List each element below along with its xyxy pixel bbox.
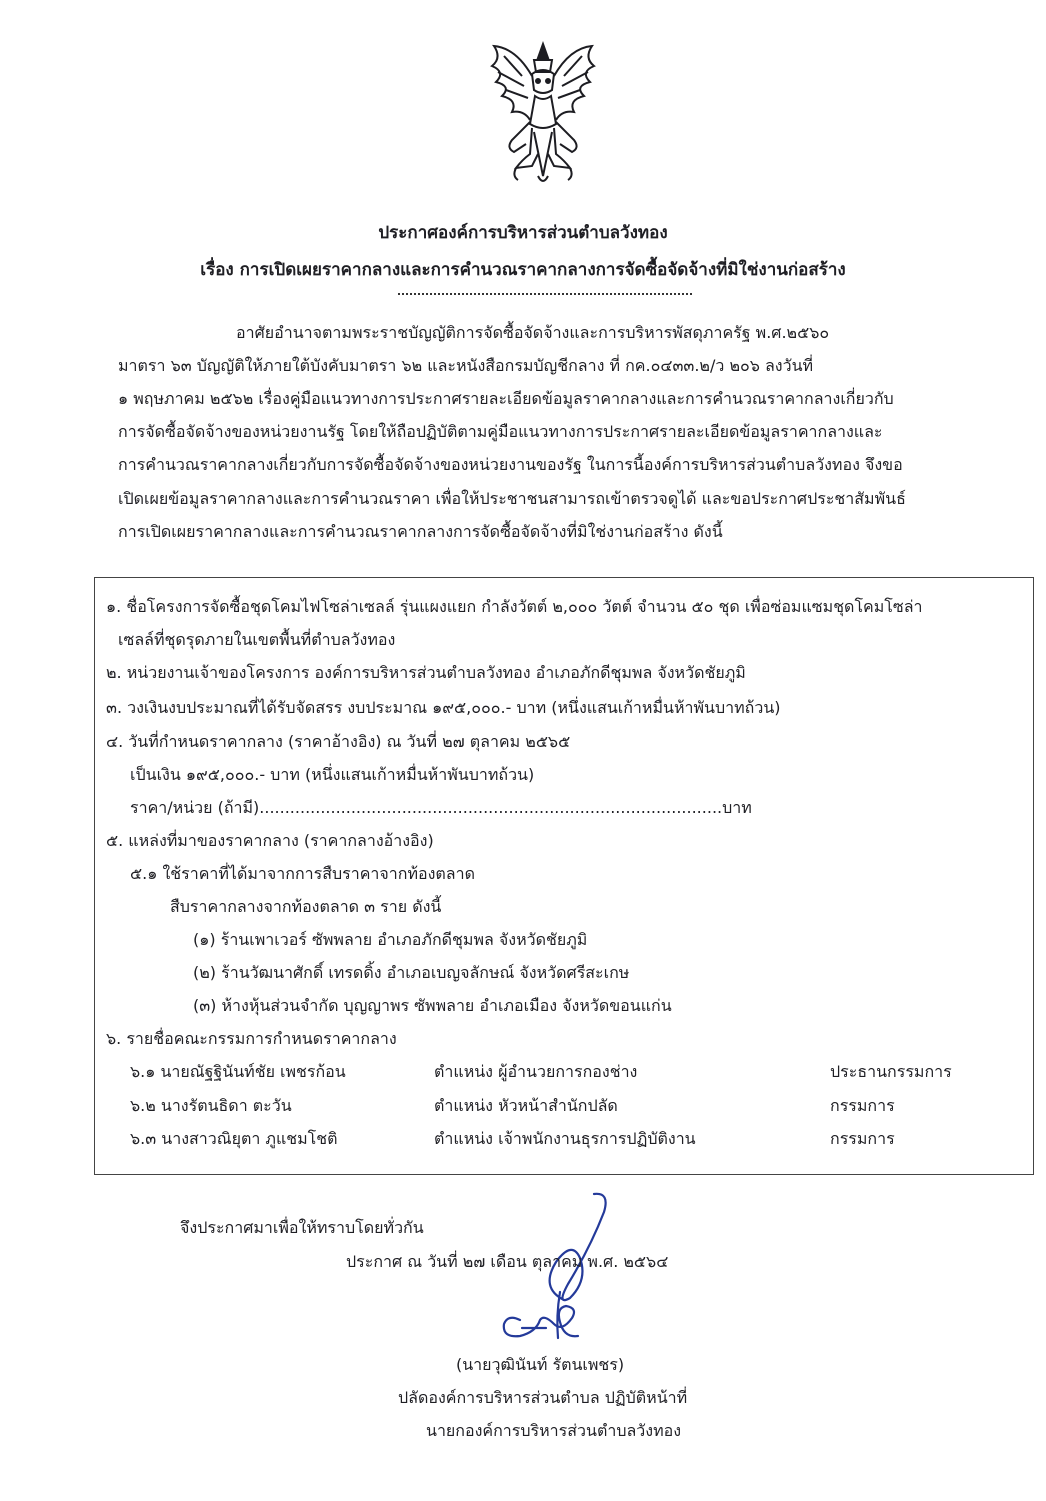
announcement-title: ประกาศองค์การบริหารส่วนตำบลวังทอง	[378, 223, 668, 243]
committee-member-role: ประธานกรรมการ	[830, 1062, 952, 1081]
announcement-subject: เรื่อง การเปิดเผยราคากลางและการคำนวณราคากลางการจัดซื้อจัดจ้างที่มิใช่งานก่อสร้าง	[200, 260, 846, 280]
intro-line: เปิดเผยข้อมูลราคากลางและการคำนวณราคา เพื่อให้ประชาชนสามารถเข้าตรวจดูได้ และขอประกาศประชาสัมพันธ์	[118, 489, 906, 508]
reference-amount-line: เป็นเงิน ๑๙๕,๐๐๐.- บาท (หนึ่งแสนเก้าหมื่นห้าพันบาทถ้วน)	[130, 765, 535, 784]
market-survey-line: สืบราคากลางจากท้องตลาด ๓ ราย ดังนี้	[170, 897, 442, 916]
signer-acting-title: นายกองค์การบริหารส่วนตำบลวังทอง	[426, 1421, 682, 1440]
committee-member-name: ๖.๑ นายณัฐฐินันท์ชัย เพชรก้อน	[130, 1062, 346, 1081]
shop-item: (๓) ห้างหุ้นส่วนจำกัด บุญญาพร ซัพพลาย อำเภอเมือง จังหวัดขอนแก่น	[193, 996, 672, 1015]
price-source-method: ๕.๑ ใช้ราคาที่ได้มาจากการสืบราคาจากท้องตลาด	[130, 864, 475, 883]
intro-line: มาตรา ๖๓ บัญญัติให้ภายใต้บังคับมาตรา ๖๒ และหนังสือกรมบัญชีกลาง ที่ กค.๐๔๓๓.๒/ว ๒๐๖ ลงวันที่	[118, 356, 814, 375]
intro-line: การจัดซื้อจัดจ้างของหน่วยงานรัฐ โดยให้ถือปฏิบัติตามคู่มือแนวทางการประกาศรายละเอียดข้อมูลราคากลางและ	[118, 422, 883, 441]
project-name-line-cont: เซลล์ที่ชุดรุดภายในเขตพื้นที่ตำบลวังทอง	[118, 630, 396, 649]
committee-member-position: ตำแหน่ง เจ้าพนักงานธุรการปฏิบัติงาน	[434, 1129, 696, 1148]
project-name-line: ๑. ชื่อโครงการจัดซื้อชุดโคมไฟโซล่าเซลล์ รุ่นแผงแยก กำลังวัตต์ ๒,๐๐๐ วัตต์ จำนวน ๕๐ ชุด เพื่อซ่อมแซมชุดโคมโซล่า	[106, 597, 923, 616]
price-source-line: ๕. แหล่งที่มาของราคากลาง (ราคากลางอ้างอิง)	[106, 831, 434, 850]
committee-member-role: กรรมการ	[830, 1129, 895, 1148]
committee-member-position: ตำแหน่ง หัวหน้าสำนักปลัด	[434, 1096, 618, 1115]
committee-member-position: ตำแหน่ง ผู้อำนวยการกองช่าง	[434, 1062, 638, 1081]
intro-line: ๑ พฤษภาคม ๒๕๖๒ เรื่องคู่มือแนวทางการประกาศรายละเอียดข้อมูลราคากลางและการคำนวณราคากลางเกี่ยวกับ	[118, 389, 894, 408]
shop-item: (๒) ร้านวัฒนาศักดิ์ เทรดดิ้ง อำเภอเบญจลักษณ์ จังหวัดศรีสะเกษ	[193, 963, 630, 982]
budget-line: ๓. วงเงินงบประมาณที่ได้รับจัดสรร งบประมาณ ๑๙๕,๐๐๐.- บาท (หนึ่งแสนเก้าหมื่นห้าพันบาทถ้วน)	[106, 698, 781, 717]
committee-heading: ๖. รายชื่อคณะกรรมการกำหนดราคากลาง	[106, 1029, 397, 1048]
committee-member-name: ๖.๓ นางสาวณิยุตา ภูแชมโชติ	[130, 1129, 338, 1148]
signature-icon	[460, 1188, 660, 1368]
signer-name: (นายวุฒินันท์ รัตนเพชร)	[456, 1355, 625, 1374]
intro-line: การเปิดเผยราคากลางและการคำนวณราคากลางการจัดซื้อจัดจ้างที่มิใช่งานก่อสร้าง ดังนี้	[118, 522, 723, 541]
shop-item: (๑) ร้านเพาเวอร์ ซัพพลาย อำเภอภักดีชุมพล จังหวัดชัยภูมิ	[193, 930, 588, 949]
unit-price-line: ราคา/หน่วย (ถ้ามี)...........................................................................................บาท	[130, 798, 752, 817]
committee-member-role: กรรมการ	[830, 1096, 895, 1115]
intro-line: การคำนวณราคากลางเกี่ยวกับการจัดซื้อจัดจ้างของหน่วยงานของรัฐ ในการนี้องค์การบริหารส่วนตำบลวังทอง จึงขอ	[118, 455, 903, 474]
title-divider	[398, 293, 692, 295]
intro-line: อาศัยอำนาจตามพระราชบัญญัติการจัดซื้อจัดจ้างและการบริหารพัสดุภาครัฐ พ.ศ.๒๕๖๐	[236, 323, 830, 342]
reference-date-line: ๔. วันที่กำหนดราคากลาง (ราคาอ้างอิง) ณ วันที่ ๒๗ ตุลาคม ๒๕๖๕	[106, 732, 571, 751]
committee-member-name: ๖.๒ นางรัตนธิดา ตะวัน	[130, 1096, 292, 1115]
signer-title: ปลัดองค์การบริหารส่วนตำบล ปฏิบัติหน้าที่	[398, 1388, 688, 1407]
closing-statement: จึงประกาศมาเพื่อให้ทราบโดยทั่วกัน	[180, 1218, 424, 1237]
project-owner-line: ๒. หน่วยงานเจ้าของโครงการ องค์การบริหารส่วนตำบลวังทอง อำเภอภักดีชุมพล จังหวัดชัยภูมิ	[106, 663, 746, 682]
garuda-emblem-icon	[472, 36, 614, 194]
announcement-date: ประกาศ ณ วันที่ ๒๗ เดือน ตุลาคม พ.ศ. ๒๕๖๔	[346, 1252, 669, 1271]
